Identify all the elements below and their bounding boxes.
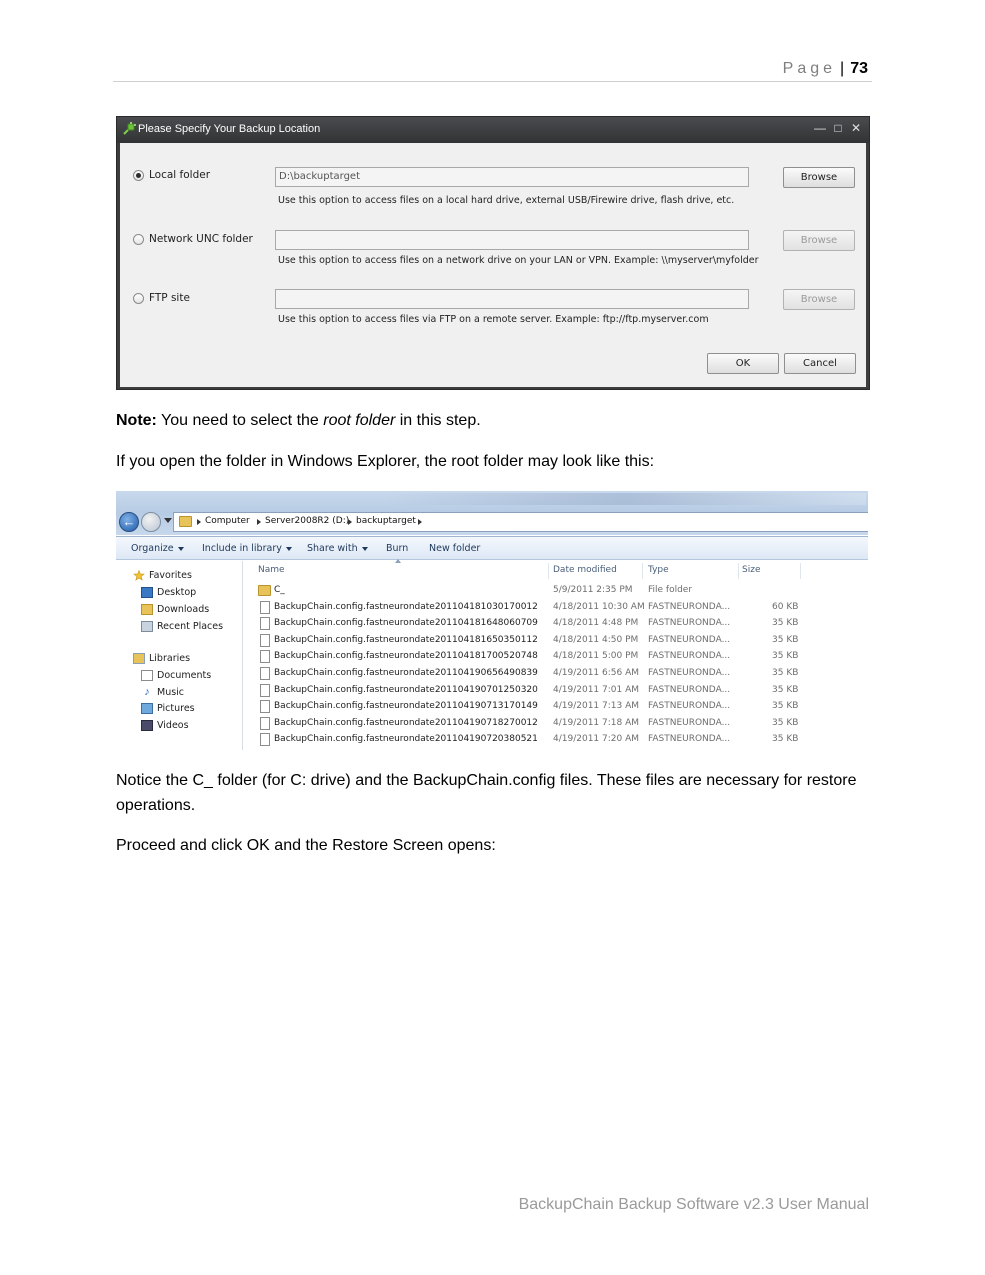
file-icon xyxy=(260,733,270,746)
breadcrumb-arrow-icon[interactable] xyxy=(197,519,201,525)
file-type: FASTNEURONDA... xyxy=(648,668,731,678)
windows-explorer-screenshot xyxy=(116,491,868,750)
file-type: FASTNEURONDA... xyxy=(648,634,731,645)
radio-ftp-site[interactable] xyxy=(133,293,144,304)
nav-favorites[interactable]: Favorites xyxy=(149,570,192,581)
backup-location-dialog xyxy=(116,116,870,390)
dialog-body xyxy=(120,143,866,387)
file-type: FASTNEURONDA... xyxy=(648,734,731,745)
file-size: 35 KB xyxy=(772,618,799,629)
file-date: 4/19/2011 7:13 AM xyxy=(553,701,640,712)
file-type: File folder xyxy=(648,585,693,595)
file-icon xyxy=(260,617,270,630)
file-icon xyxy=(260,717,270,730)
app-plug-icon xyxy=(122,122,136,136)
file-date: 4/18/2011 4:48 PM xyxy=(553,618,639,629)
column-header-size[interactable]: Size xyxy=(742,565,761,575)
breadcrumb-computer[interactable]: Computer xyxy=(205,516,250,526)
folder-icon xyxy=(179,516,192,527)
forward-arrow-icon[interactable] xyxy=(141,512,161,532)
desktop-icon xyxy=(141,587,153,598)
column-divider[interactable] xyxy=(800,563,801,579)
breadcrumb-folder[interactable]: backuptarget xyxy=(356,516,416,526)
file-type: FASTNEURONDA... xyxy=(648,684,731,695)
table-row[interactable] xyxy=(244,649,868,666)
file-size: 35 KB xyxy=(772,701,799,712)
file-name: BackupChain.config.fastneurondate201104190720380521 xyxy=(274,734,538,745)
table-row[interactable] xyxy=(244,716,868,733)
pictures-icon xyxy=(141,703,153,714)
organize-menu[interactable]: Organize xyxy=(131,543,184,554)
file-icon xyxy=(260,601,270,614)
music-note-icon: ♪ xyxy=(144,686,150,698)
file-size: 35 KB xyxy=(772,634,799,645)
file-date: 4/19/2011 7:01 AM xyxy=(553,684,640,695)
recent-places-icon xyxy=(141,621,153,632)
nav-libraries[interactable]: Libraries xyxy=(149,653,191,664)
nav-videos[interactable]: Videos xyxy=(157,720,189,731)
table-row[interactable] xyxy=(244,616,868,633)
file-name: BackupChain.config.fastneurondate201104190718270012 xyxy=(274,717,538,728)
file-date: 4/19/2011 6:56 AM xyxy=(553,668,640,678)
file-date: 4/19/2011 7:18 AM xyxy=(553,717,640,728)
note-emphasis: root folder xyxy=(323,412,396,429)
file-size: 35 KB xyxy=(772,684,799,695)
page-word: Page xyxy=(782,60,837,77)
radio-network-folder[interactable] xyxy=(133,234,144,245)
cancel-button[interactable]: Cancel xyxy=(784,353,856,374)
file-icon xyxy=(260,700,270,713)
breadcrumb-arrow-icon[interactable] xyxy=(257,519,261,525)
breadcrumb-arrow-icon[interactable] xyxy=(418,519,422,525)
file-type: FASTNEURONDA... xyxy=(648,717,731,728)
nav-desktop[interactable]: Desktop xyxy=(157,587,197,598)
file-size: 35 KB xyxy=(772,668,799,678)
table-row[interactable] xyxy=(244,600,868,617)
breadcrumb-arrow-icon[interactable] xyxy=(348,519,352,525)
page-footer: BackupChain Backup Software v2.3 User Manual xyxy=(518,1196,869,1213)
back-arrow-icon[interactable]: ← xyxy=(119,512,139,532)
option-label: FTP site xyxy=(149,292,190,304)
column-header-type[interactable]: Type xyxy=(648,565,669,575)
sort-ascending-icon xyxy=(395,559,401,563)
file-date: 4/18/2011 5:00 PM xyxy=(553,651,639,662)
page-header xyxy=(113,58,872,82)
file-name: BackupChain.config.fastneurondate201104190656490839 xyxy=(274,668,538,678)
file-name: BackupChain.config.fastneurondate201104181700520748 xyxy=(274,651,538,662)
option-network-folder xyxy=(120,229,866,289)
navigation-pane xyxy=(116,561,243,750)
file-date: 4/18/2011 4:50 PM xyxy=(553,634,639,645)
file-size: 35 KB xyxy=(772,717,799,728)
browse-button-ftp[interactable]: Browse xyxy=(783,289,855,310)
new-folder-button[interactable]: New folder xyxy=(429,543,481,554)
column-header-name[interactable]: Name xyxy=(258,565,285,575)
file-list xyxy=(244,561,868,750)
note-text-pre: You need to select the xyxy=(156,412,324,429)
minimize-icon[interactable]: — xyxy=(814,121,826,135)
file-type: FASTNEURONDA... xyxy=(648,701,731,712)
explorer-address-area xyxy=(116,491,868,535)
file-size: 35 KB xyxy=(772,651,799,662)
address-bar[interactable] xyxy=(173,512,868,532)
notice-paragraph: Notice the C_ folder (for C: drive) and the BackupChain.config files. These files are necessary for restore operations. xyxy=(116,772,857,814)
nav-documents[interactable]: Documents xyxy=(157,670,212,681)
table-row[interactable] xyxy=(244,633,868,650)
table-row[interactable] xyxy=(244,699,868,716)
option-label: Network UNC folder xyxy=(149,233,253,245)
page-number: 73 xyxy=(850,60,868,77)
file-type: FASTNEURONDA... xyxy=(648,601,731,612)
ok-button[interactable]: OK xyxy=(707,353,779,374)
chevron-down-icon xyxy=(178,547,184,551)
file-size: 60 KB xyxy=(772,601,799,612)
option-description: Use this option to access files via FTP on a remote server. Example: ftp://ftp.myserver.com xyxy=(278,314,709,325)
note-text-post: in this step. xyxy=(395,412,481,429)
column-header-date[interactable]: Date modified xyxy=(553,565,617,575)
note-label: Note: xyxy=(116,412,157,429)
file-icon xyxy=(260,684,270,697)
column-divider[interactable] xyxy=(548,563,549,579)
file-icon xyxy=(260,650,270,663)
include-in-library-menu[interactable]: Include in library xyxy=(202,543,292,554)
table-row[interactable] xyxy=(244,732,868,749)
table-row[interactable] xyxy=(244,583,868,600)
breadcrumb-drive[interactable]: Server2008R2 (D:) xyxy=(265,516,350,526)
file-date: 5/9/2011 2:35 PM xyxy=(553,585,633,595)
file-size: 35 KB xyxy=(772,734,799,745)
explorer-intro-paragraph: If you open the folder in Windows Explorer, the root folder may look like this: xyxy=(116,453,655,470)
page-separator: | xyxy=(840,60,845,77)
proceed-paragraph: Proceed and click OK and the Restore Screen opens: xyxy=(116,837,496,854)
column-divider[interactable] xyxy=(642,563,643,579)
note-paragraph xyxy=(116,408,876,433)
history-dropdown-icon[interactable] xyxy=(164,518,172,523)
file-type: FASTNEURONDA... xyxy=(648,651,731,662)
share-with-menu[interactable]: Share with xyxy=(307,543,368,554)
browse-button-network[interactable]: Browse xyxy=(783,230,855,251)
browse-button-local[interactable]: Browse xyxy=(783,167,855,188)
option-ftp-site xyxy=(120,288,866,348)
ftp-site-input[interactable] xyxy=(275,289,749,309)
nav-music[interactable]: Music xyxy=(157,687,185,698)
table-row[interactable] xyxy=(244,666,868,683)
videos-icon xyxy=(141,720,153,731)
file-date: 4/18/2011 10:30 AM xyxy=(553,601,645,612)
file-name: BackupChain.config.fastneurondate201104190713170149 xyxy=(274,701,538,712)
folder-icon xyxy=(258,585,271,596)
downloads-icon xyxy=(141,604,153,615)
file-date: 4/19/2011 7:20 AM xyxy=(553,734,640,745)
option-label: Local folder xyxy=(149,169,211,181)
star-icon xyxy=(133,570,145,581)
file-name: C_ xyxy=(274,585,285,595)
libraries-icon xyxy=(133,653,145,664)
nav-downloads[interactable]: Downloads xyxy=(157,604,210,615)
file-icon xyxy=(260,667,270,680)
page-number-line xyxy=(783,60,868,78)
chevron-down-icon xyxy=(286,547,292,551)
file-name: BackupChain.config.fastneurondate201104181650350112 xyxy=(274,634,538,645)
burn-button[interactable]: Burn xyxy=(386,543,409,554)
option-description: Use this option to access files on a network drive on your LAN or VPN. Example: \\myserver\myfolder xyxy=(278,255,759,266)
maximize-icon[interactable]: □ xyxy=(834,121,842,135)
table-row[interactable] xyxy=(244,683,868,700)
radio-local-folder[interactable] xyxy=(133,170,144,181)
option-local-folder xyxy=(120,165,866,225)
file-type: FASTNEURONDA... xyxy=(648,618,731,629)
network-folder-input[interactable] xyxy=(275,230,749,250)
file-name: BackupChain.config.fastneurondate201104181030170012 xyxy=(274,601,538,612)
file-icon xyxy=(260,634,270,647)
nav-recent-places[interactable]: Recent Places xyxy=(157,621,224,632)
option-description: Use this option to access files on a local hard drive, external USB/Firewire drive, flash drive, etc. xyxy=(278,195,735,206)
dialog-title: Please Specify Your Backup Location xyxy=(138,123,321,135)
local-folder-input[interactable]: D:\backuptarget xyxy=(275,167,749,187)
file-name: BackupChain.config.fastneurondate201104190701250320 xyxy=(274,684,538,695)
documents-icon xyxy=(141,670,153,681)
chevron-down-icon xyxy=(362,547,368,551)
dialog-title-bar xyxy=(117,117,869,143)
column-divider[interactable] xyxy=(738,563,739,579)
close-icon[interactable]: ✕ xyxy=(850,121,862,135)
nav-pictures[interactable]: Pictures xyxy=(157,703,195,714)
file-name: BackupChain.config.fastneurondate201104181648060709 xyxy=(274,618,538,629)
command-bar xyxy=(116,536,868,560)
